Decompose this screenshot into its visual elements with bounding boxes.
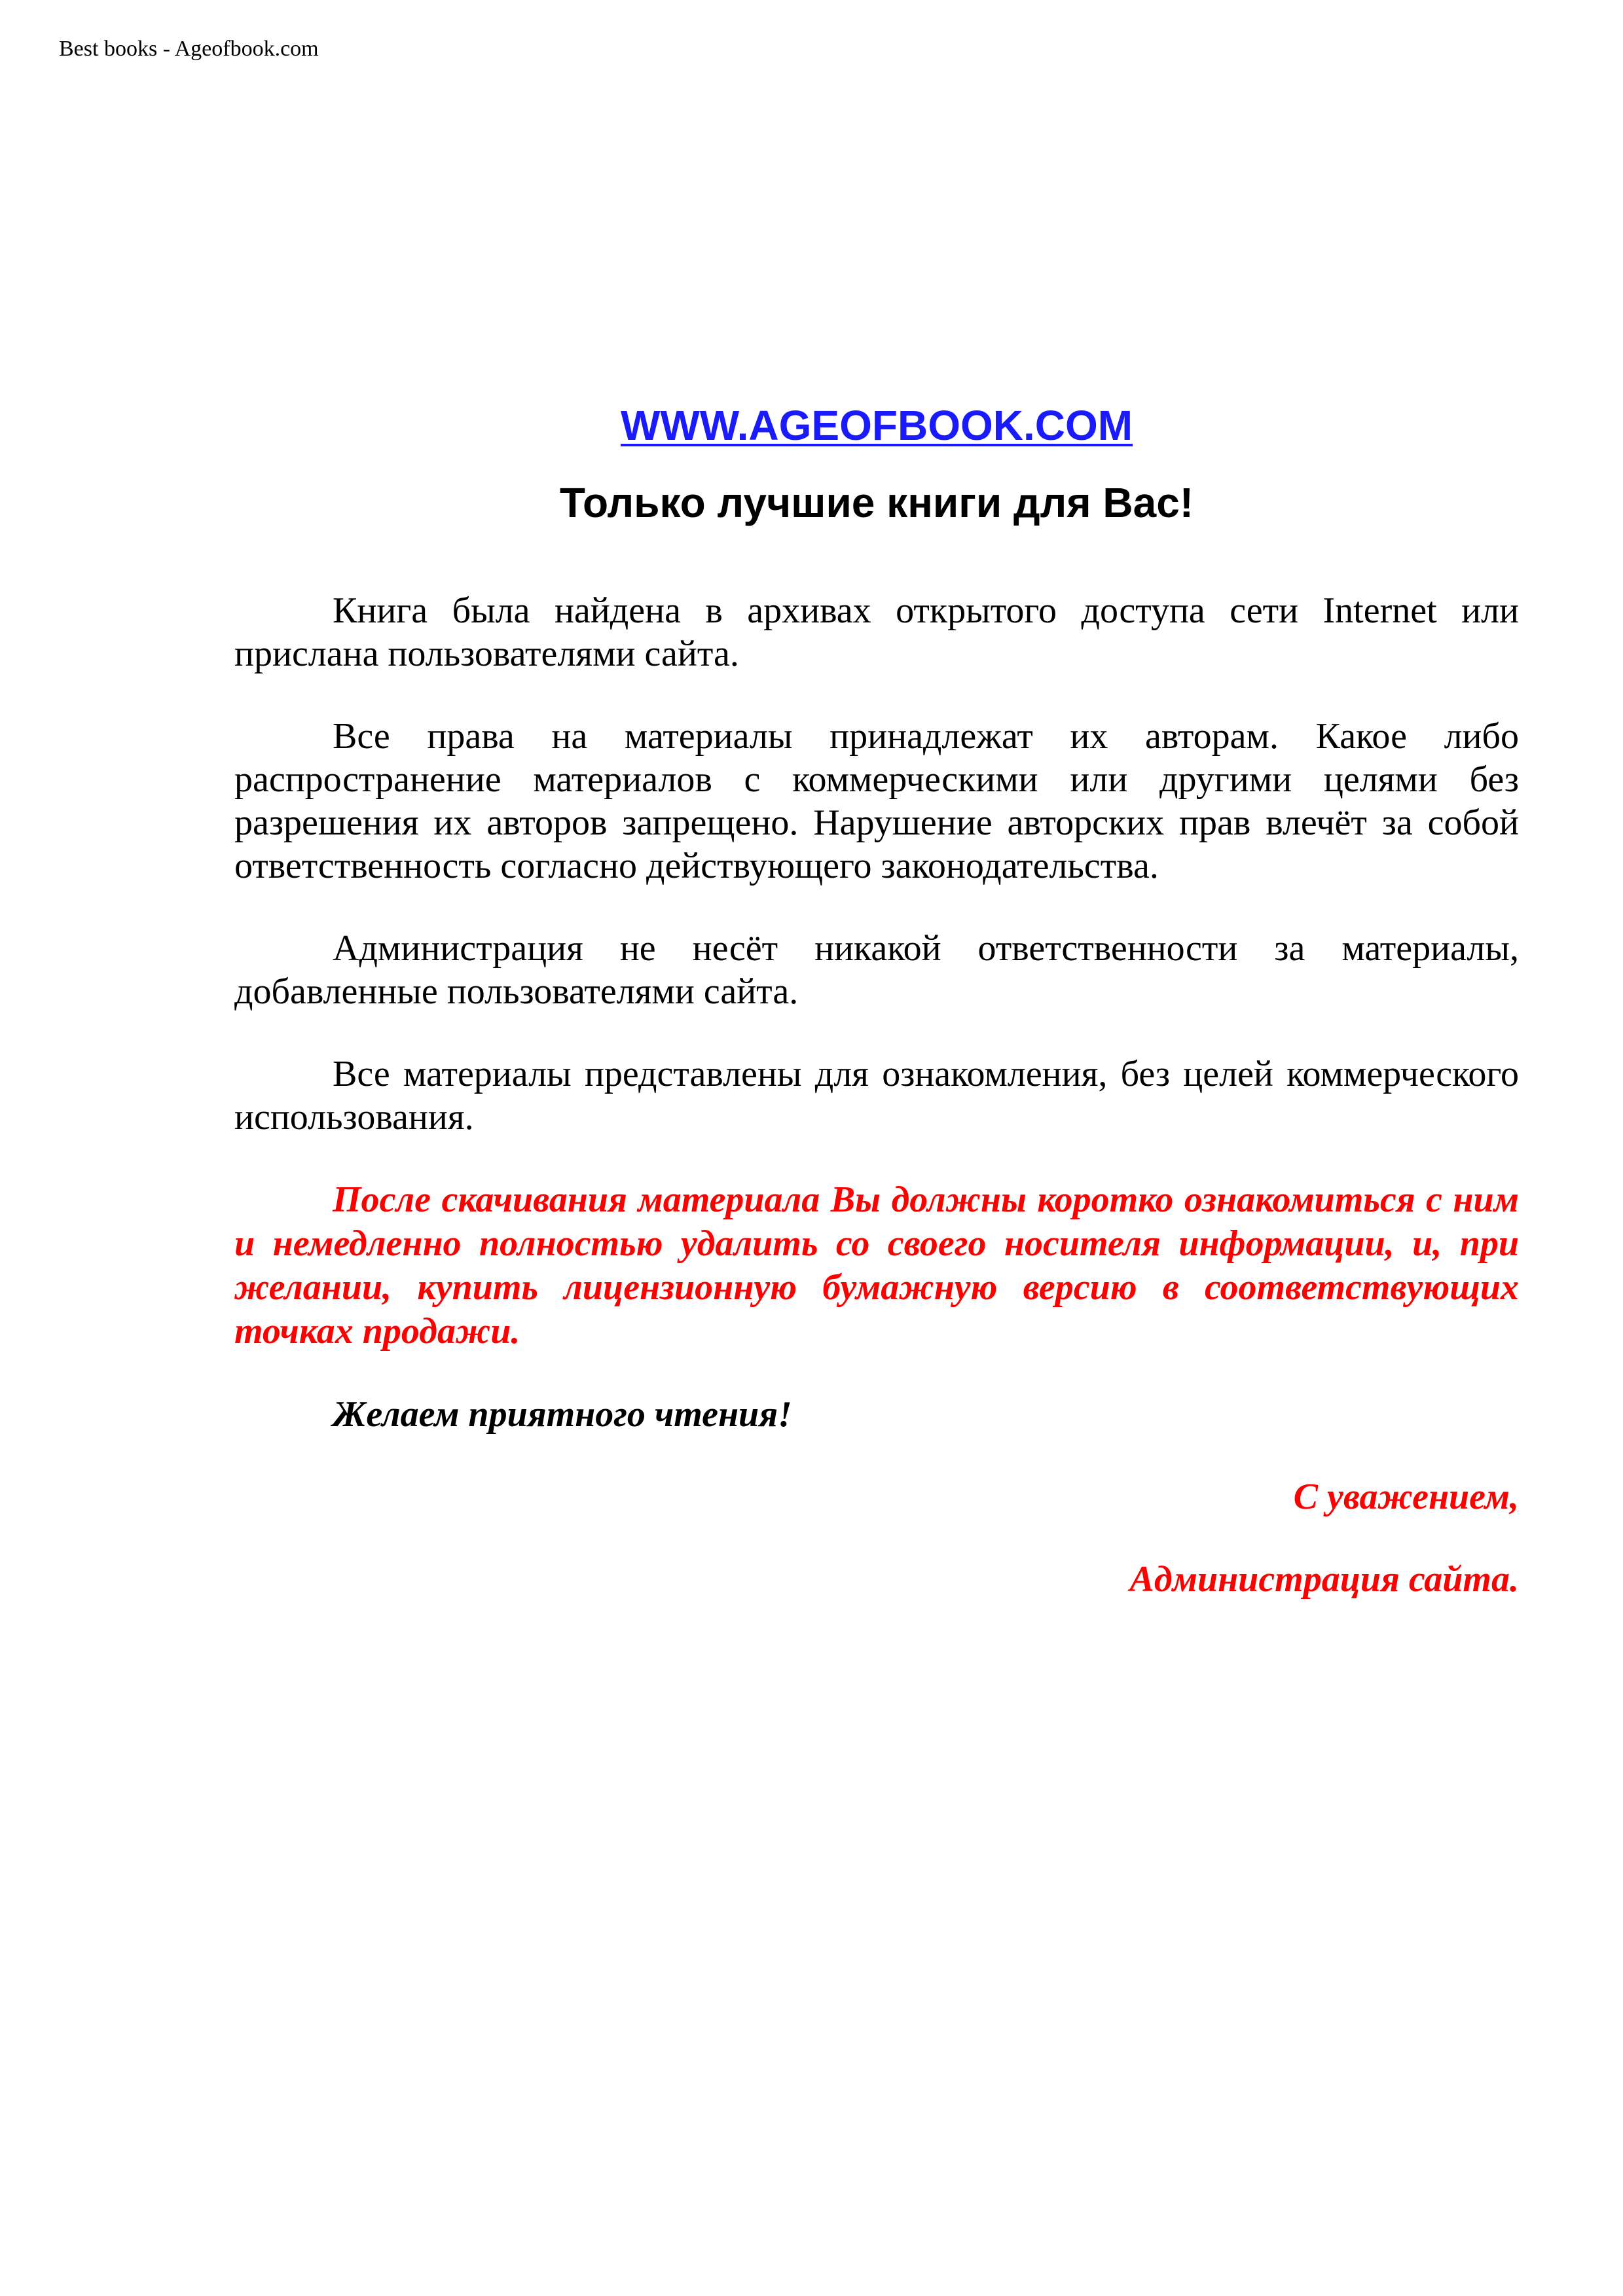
header-note: Best books - Ageofbook.com: [59, 37, 319, 61]
regards-line: С уважением,: [1293, 1477, 1519, 1517]
paragraph-rights: Все права на материалы принадлежат их авторам. Какое либо распространение материалов с коммерческими или другими целями без разрешения их авторов запрещено. Нарушение авторских прав влечёт за собой ответственность согласно действующего законодательства.: [234, 716, 1519, 886]
tagline-heading: Только лучшие книги для Вас!: [559, 479, 1194, 526]
paragraph-liability: Администрация не несёт никакой ответственности за материалы, добавленные пользователями сайта.: [234, 928, 1519, 1012]
signature-line: Администрация сайта.: [1129, 1559, 1519, 1600]
site-link[interactable]: WWW.AGEOFBOOK.COM: [620, 402, 1133, 449]
paragraph-purpose: Все материалы представлены для ознакомления, без целей коммерческого использования.: [234, 1054, 1519, 1138]
warning-paragraph: После скачивания материала Вы должны коротко ознакомиться с ним и немедленно полностью удалить со своего носителя информации, и, при желании, купить лицензионную бумажную версию в соответствующих точках продажи.: [234, 1179, 1519, 1352]
document-body: [234, 399, 1519, 1601]
paragraph-source: Книга была найдена в архивах открытого доступа сети Internet или прислана пользователями сайта.: [234, 590, 1519, 674]
wish-line: Желаем приятного чтения!: [333, 1394, 792, 1435]
